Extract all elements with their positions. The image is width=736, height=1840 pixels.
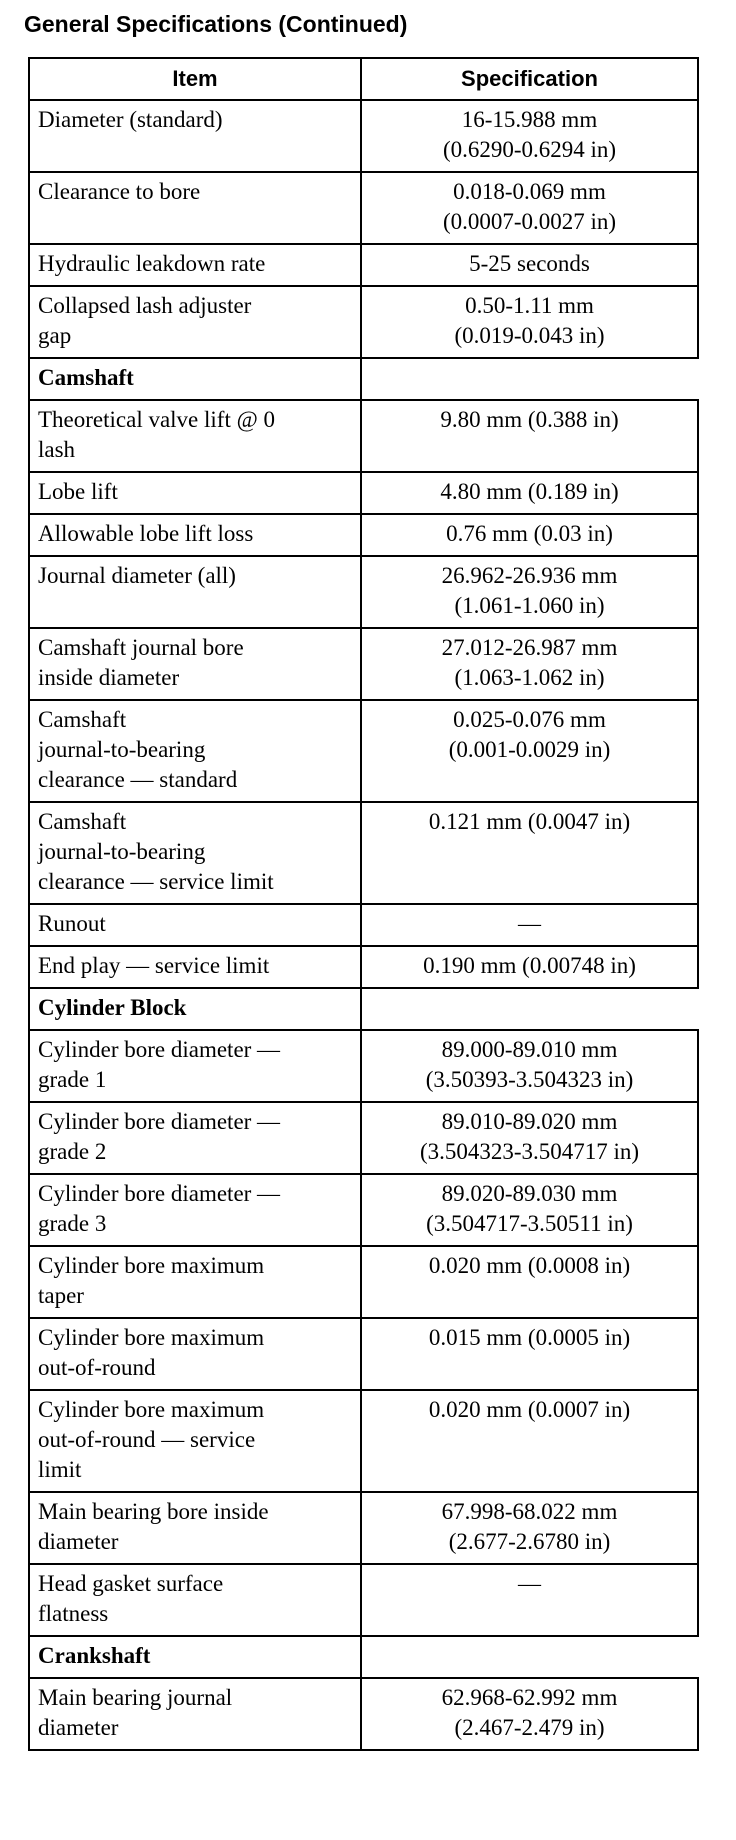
section-row-spacer [361, 1636, 698, 1678]
item-text-line: gap [38, 323, 72, 348]
specification-text-line: 0.121 mm (0.0047 in) [428, 809, 631, 834]
item-text-line: Head gasket surface [38, 1571, 224, 1596]
item-text-line: diameter [38, 1715, 119, 1740]
specification-cell [361, 700, 698, 802]
item-cell [29, 628, 361, 700]
specification-text-line: 26.962-26.936 mm [441, 563, 618, 588]
item-text-line: Cylinder bore diameter — [38, 1037, 281, 1062]
item-text-line: Camshaft journal bore [38, 635, 244, 660]
item-cell [29, 472, 361, 514]
table-row [29, 172, 698, 244]
specification-text-line: — [518, 1571, 541, 1596]
table-row [29, 1102, 698, 1174]
specification-text-line: 5-25 seconds [469, 251, 590, 276]
item-cell [29, 700, 361, 802]
specification-text-line: (0.019-0.043 in) [454, 323, 605, 348]
specification-text-line: 0.018-0.069 mm [453, 179, 606, 204]
item-text-line: limit [38, 1457, 82, 1482]
specification-text-line: (3.50393-3.504323 in) [425, 1067, 634, 1092]
specification-text-line: 0.020 mm (0.0008 in) [428, 1253, 631, 1278]
item-text-line: Cylinder bore maximum [38, 1397, 265, 1422]
specification-text-line: (0.0007-0.0027 in) [442, 209, 617, 234]
specification-text-line: 9.80 mm (0.388 in) [440, 407, 619, 432]
specification-cell [361, 1390, 698, 1492]
specification-cell [361, 556, 698, 628]
item-text-line: diameter [38, 1529, 119, 1554]
table-row [29, 556, 698, 628]
item-text-line: Cylinder bore maximum [38, 1325, 265, 1350]
table-row [29, 1564, 698, 1636]
table-row [29, 1318, 698, 1390]
item-text-line: journal-to-bearing [38, 839, 206, 864]
item-text-line: Cylinder bore maximum [38, 1253, 265, 1278]
specification-cell [361, 100, 698, 172]
item-text-line: grade 2 [38, 1139, 107, 1164]
item-cell [29, 556, 361, 628]
specification-cell [361, 514, 698, 556]
specification-cell [361, 1246, 698, 1318]
item-cell [29, 802, 361, 904]
specification-text-line: 0.190 mm (0.00748 in) [423, 953, 636, 978]
specification-cell [361, 946, 698, 988]
specification-text-line: (0.6290-0.6294 in) [442, 137, 617, 162]
specification-cell [361, 400, 698, 472]
table-row [29, 904, 698, 946]
specifications-table [28, 57, 699, 1751]
item-text-line: inside diameter [38, 665, 180, 690]
specification-text-line: — [518, 911, 541, 936]
section-row-spacer [361, 358, 698, 400]
item-text-line: Diameter (standard) [38, 107, 223, 132]
item-cell [29, 904, 361, 946]
specification-text-line: 89.000-89.010 mm [441, 1037, 618, 1062]
specification-cell [361, 1102, 698, 1174]
item-text-line: clearance — service limit [38, 869, 274, 894]
specification-text-line: 4.80 mm (0.189 in) [440, 479, 619, 504]
item-text-line: grade 3 [38, 1211, 107, 1236]
item-text-line: Lobe lift [38, 479, 118, 504]
specification-cell [361, 802, 698, 904]
specification-text-line: 67.998-68.022 mm [441, 1499, 618, 1524]
table-row [29, 628, 698, 700]
table-row [29, 946, 698, 988]
item-cell [29, 1030, 361, 1102]
item-cell [29, 1390, 361, 1492]
item-text-line: Allowable lobe lift loss [38, 521, 254, 546]
item-text-line: Clearance to bore [38, 179, 201, 204]
specification-text-line: 0.020 mm (0.0007 in) [428, 1397, 631, 1422]
item-text-line: out-of-round [38, 1355, 156, 1380]
table-row [29, 514, 698, 556]
specification-text-line: 89.020-89.030 mm [441, 1181, 618, 1206]
item-cell [29, 946, 361, 988]
item-text-line: Camshaft [38, 809, 127, 834]
specification-cell [361, 472, 698, 514]
item-text-line: Cylinder bore diameter — [38, 1109, 281, 1134]
specification-text-line: 0.015 mm (0.0005 in) [428, 1325, 631, 1350]
specification-text-line: (2.677-2.6780 in) [448, 1529, 611, 1554]
item-text-line: lash [38, 437, 76, 462]
section-row [29, 1636, 698, 1678]
item-text-line: Hydraulic leakdown rate [38, 251, 266, 276]
item-text-line: flatness [38, 1601, 109, 1626]
item-text-line: Theoretical valve lift @ 0 [38, 407, 276, 432]
table-body [29, 100, 698, 1750]
table-row [29, 1678, 698, 1750]
item-text-line: Runout [38, 911, 106, 936]
section-heading: Camshaft [29, 358, 361, 400]
section-row [29, 988, 698, 1030]
table-row [29, 1390, 698, 1492]
item-cell [29, 1678, 361, 1750]
specification-text-line: (1.061-1.060 in) [454, 593, 605, 618]
table-row [29, 1246, 698, 1318]
specification-text-line: 27.012-26.987 mm [441, 635, 618, 660]
specification-text-line: 0.50-1.11 mm [465, 293, 594, 318]
item-cell [29, 514, 361, 556]
page-title: General Specifications (Continued) [24, 11, 408, 37]
item-text-line: End play — service limit [38, 953, 270, 978]
item-text-line: journal-to-bearing [38, 737, 206, 762]
table-row [29, 1492, 698, 1564]
table-row [29, 1030, 698, 1102]
specification-cell [361, 1492, 698, 1564]
item-text-line: Journal diameter (all) [38, 563, 236, 588]
specification-cell [361, 1030, 698, 1102]
table-row [29, 472, 698, 514]
table-row [29, 286, 698, 358]
item-text-line: Collapsed lash adjuster [38, 293, 252, 318]
item-cell [29, 286, 361, 358]
item-cell [29, 100, 361, 172]
item-cell [29, 1246, 361, 1318]
table-row [29, 400, 698, 472]
item-cell [29, 1564, 361, 1636]
specification-text-line: (3.504717-3.50511 in) [426, 1211, 633, 1236]
item-text-line: clearance — standard [38, 767, 238, 792]
item-text-line: Cylinder bore diameter — [38, 1181, 281, 1206]
item-cell [29, 400, 361, 472]
specification-cell [361, 1318, 698, 1390]
table-row [29, 100, 698, 172]
item-cell [29, 1492, 361, 1564]
item-text-line: out-of-round — service [38, 1427, 256, 1452]
specification-cell [361, 1678, 698, 1750]
specification-text-line: (0.001-0.0029 in) [448, 737, 611, 762]
section-row-spacer [361, 988, 698, 1030]
specification-cell [361, 286, 698, 358]
specification-text-line: 62.968-62.992 mm [441, 1685, 618, 1710]
table-row [29, 1174, 698, 1246]
specification-text-line: 0.025-0.076 mm [453, 707, 606, 732]
specification-cell [361, 904, 698, 946]
specification-text-line: 16-15.988 mm [461, 107, 598, 132]
specification-text-line: 89.010-89.020 mm [441, 1109, 618, 1134]
table-header-row [29, 58, 698, 100]
section-heading: Crankshaft [29, 1636, 361, 1678]
item-text-line: Camshaft [38, 707, 127, 732]
specification-text-line: (2.467-2.479 in) [454, 1715, 605, 1740]
item-cell [29, 244, 361, 286]
table-row [29, 802, 698, 904]
column-header-item: Item [29, 58, 361, 100]
item-cell [29, 1174, 361, 1246]
specification-cell [361, 1564, 698, 1636]
specification-cell [361, 172, 698, 244]
specification-text-line: 0.76 mm (0.03 in) [446, 521, 613, 546]
specification-text-line: (3.504323-3.504717 in) [419, 1139, 640, 1164]
specification-text-line: (1.063-1.062 in) [454, 665, 605, 690]
section-row [29, 358, 698, 400]
item-text-line: taper [38, 1283, 84, 1308]
item-text-line: Main bearing journal [38, 1685, 233, 1710]
table-row [29, 700, 698, 802]
item-cell [29, 1102, 361, 1174]
specification-cell [361, 244, 698, 286]
item-cell [29, 1318, 361, 1390]
specification-cell [361, 1174, 698, 1246]
specification-cell [361, 628, 698, 700]
item-text-line: Main bearing bore inside [38, 1499, 269, 1524]
table-row [29, 244, 698, 286]
column-header-specification: Specification [361, 58, 698, 100]
section-heading: Cylinder Block [29, 988, 361, 1030]
item-text-line: grade 1 [38, 1067, 107, 1092]
item-cell [29, 172, 361, 244]
